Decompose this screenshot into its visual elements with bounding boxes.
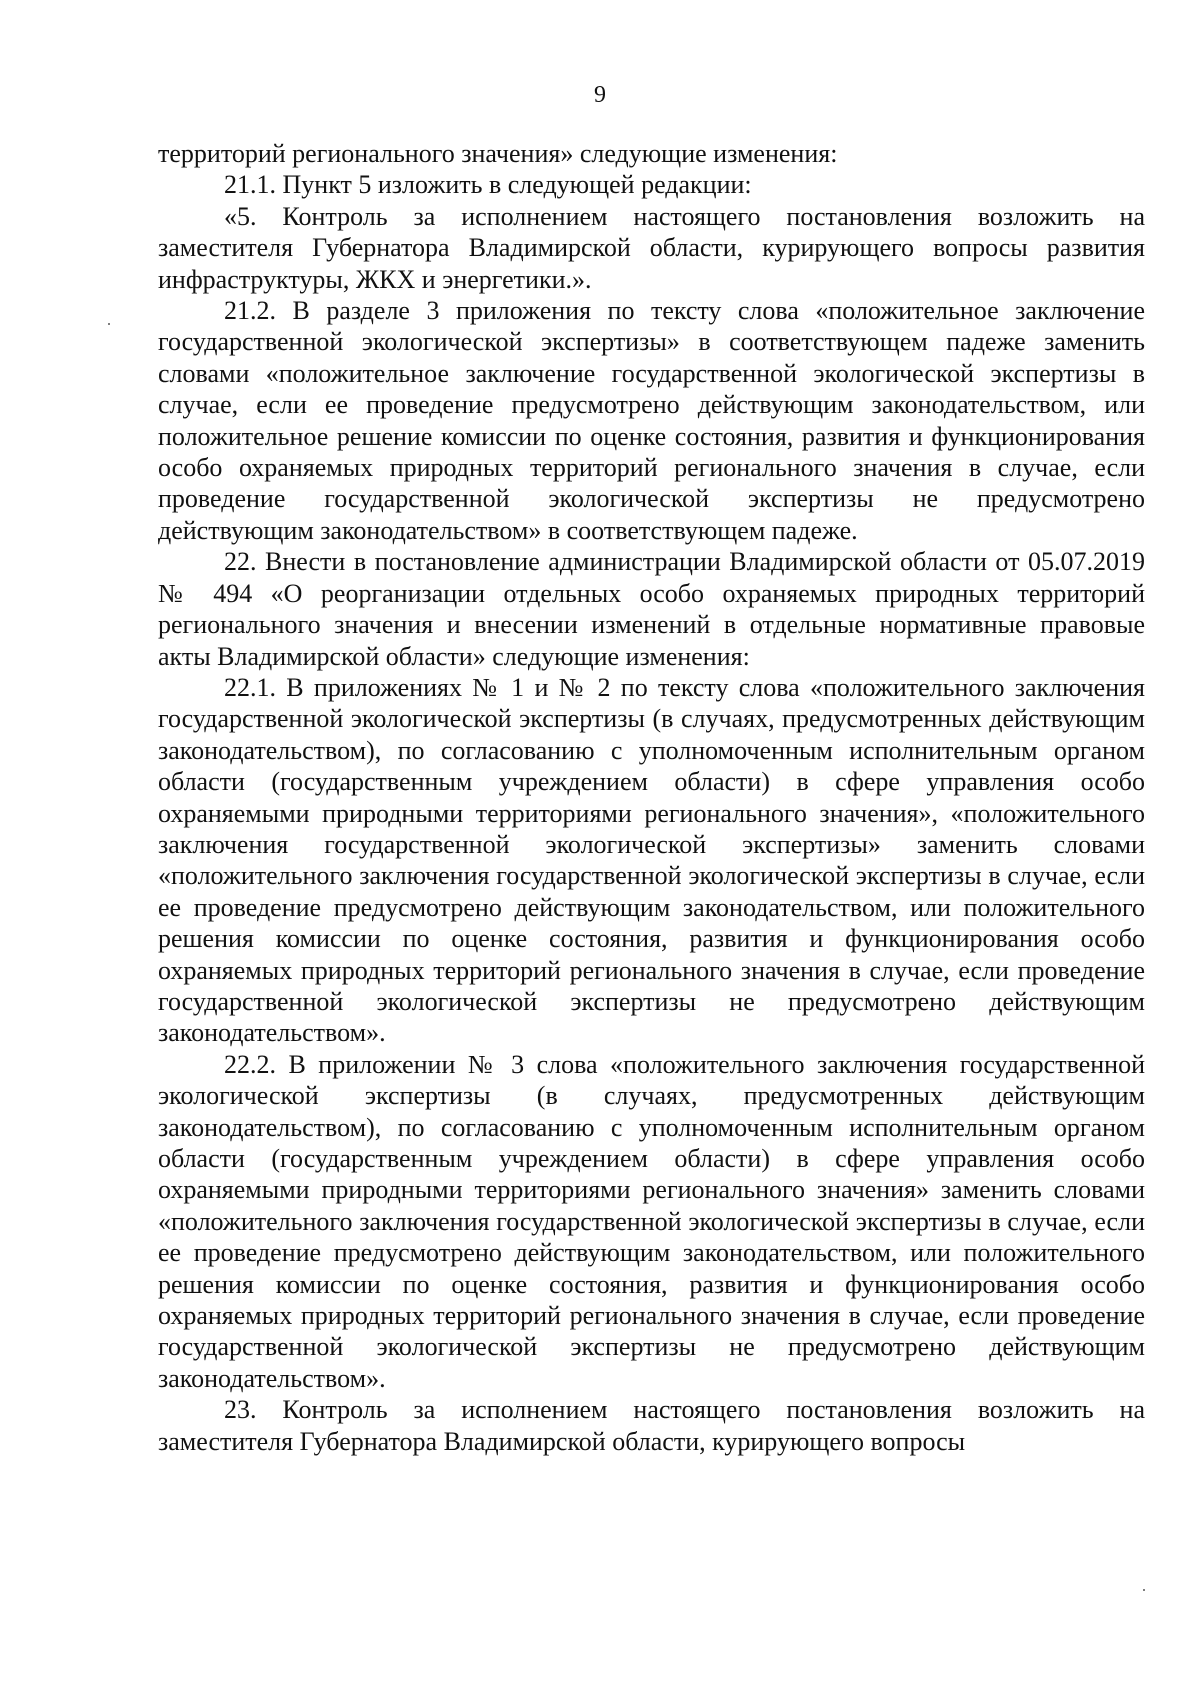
paragraph-22-2: 22.2. В приложении № 3 слова «положительного заключения государственной экологической экспертизы (в случаях, предусмотренных действующим законодательством), по согласованию с уполномоченным исполнительным органом области (государственным учреждением области) в сфере управления особо охраняемыми природными территориями регионального значения» заменить словами «положительного заключения государственной экологической экспертизы в случае, если ее проведение предусмотрено действующим законодательством, или положительного решения комиссии по оценке состояния, развития и функционирования особо охраняемых природных территорий регионального значения в случае, если проведение государственной экологической экспертизы не предусмотрено действующим законодательством».	[158, 1049, 1145, 1393]
document-body	[158, 138, 1145, 1457]
scan-speck	[1143, 1589, 1145, 1591]
paragraph-21-2: 21.2. В разделе 3 приложения по тексту слова «положительное заключение государственной экологической экспертизы» в соответствующем падеже заменить словами «положительное заключение государственной экологической экспертизы в случае, если ее проведение предусмотрено действующим законодательством, или положительное решение комиссии по оценке состояния, развития и функционирования особо охраняемых природных территорий регионального значения в случае, если проведение государственной экологической экспертизы не предусмотрено действующим законодательством» в соответствующем падеже.	[158, 296, 1145, 545]
paragraph-quoted-item-5: «5. Контроль за исполнением настоящего постановления возложить на заместителя Губернатора Владимирской области, курирующего вопросы развития инфраструктуры, ЖКХ и энергетики.».	[158, 201, 1145, 294]
paragraph-23: 23. Контроль за исполнением настоящего постановления возложить на заместителя Губернатора Владимирской области, курирующего вопросы	[158, 1395, 1145, 1456]
paragraph-22-1: 22.1. В приложениях № 1 и № 2 по тексту слова «положительного заключения государственной экологической экспертизы (в случаях, предусмотренных действующим законодательством), по согласованию с уполномоченным исполнительным органом области (государственным учреждением области) в сфере управления особо охраняемыми природными территориями регионального значения», «положительного заключения государственной экологической экспертизы» заменить словами «положительного заключения государственной экологической экспертизы в случае, если ее проведение предусмотрено действующим законодательством, или положительного решения комиссии по оценке состояния, развития и функционирования особо охраняемых природных территорий регионального значения в случае, если проведение государственной экологической экспертизы не предусмотрено действующим законодательством».	[158, 672, 1145, 1048]
paragraph-21-1: 21.1. Пункт 5 изложить в следующей редакции:	[224, 170, 752, 200]
page-number: 9	[594, 82, 606, 108]
scan-speck	[108, 323, 110, 325]
paragraph-continuation: территорий регионального значения» следующие изменения:	[158, 139, 838, 168]
paragraph-22: 22. Внести в постановление администрации Владимирской области от 05.07.2019 № 494 «О реорганизации отдельных особо охраняемых природных территорий регионального значения и внесении изменений в отдельные нормативные правовые акты Владимирской области» следующие изменения:	[158, 547, 1145, 671]
